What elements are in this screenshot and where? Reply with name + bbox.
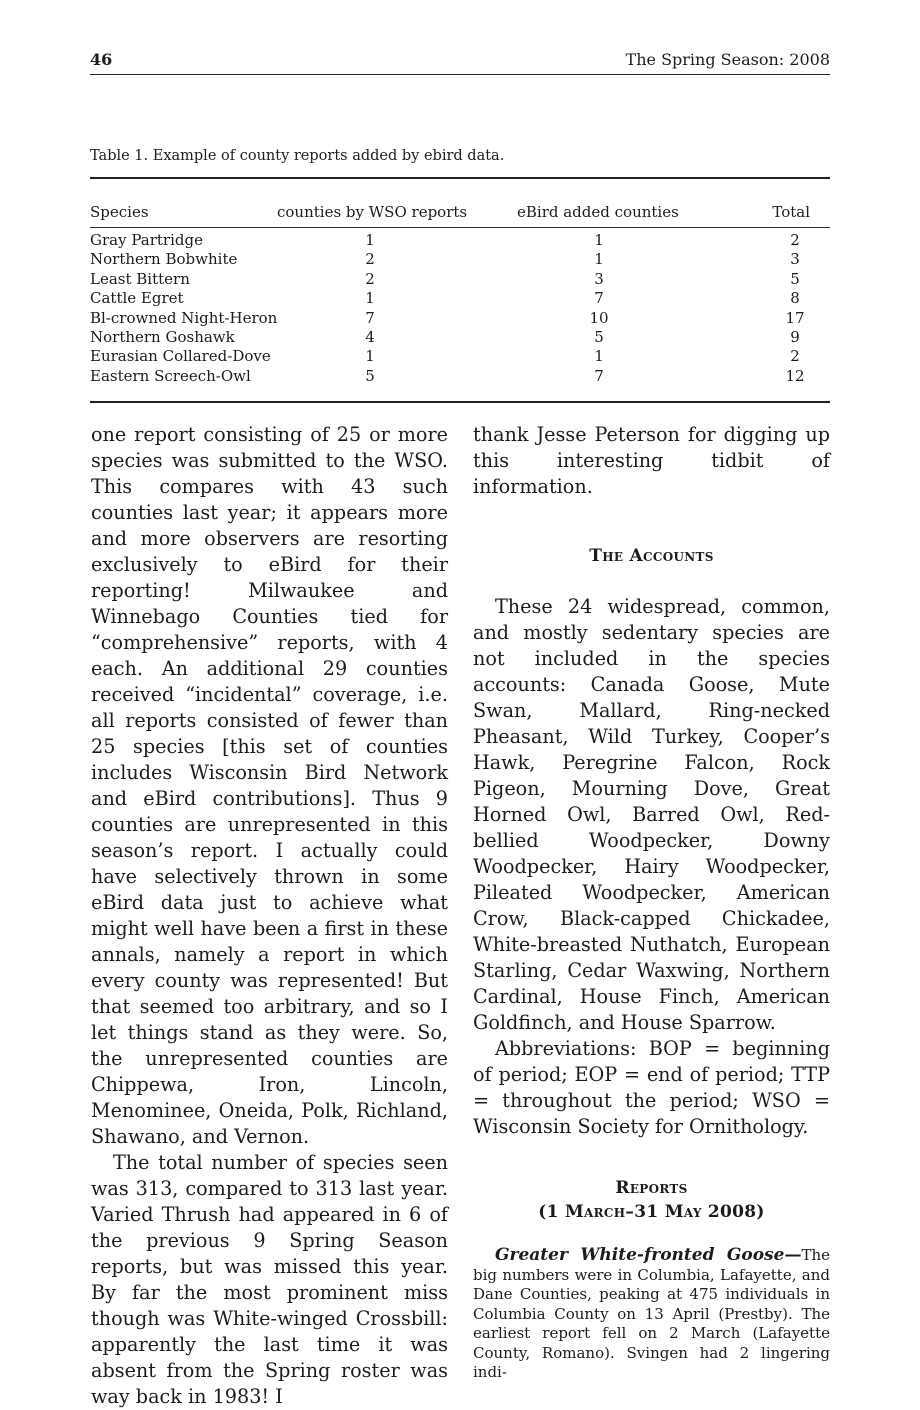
table-body — [90, 231, 830, 386]
running-title: The Spring Season: 2008 — [625, 50, 830, 69]
cell-species: Gray Partridge — [90, 231, 203, 249]
cell-total: 12 — [785, 366, 805, 385]
section-heading-accounts: The Accounts — [589, 546, 714, 566]
cell-wso: 1 — [365, 289, 375, 308]
cell-ebird: 7 — [594, 366, 604, 385]
cell-species: Northern Goshawk — [90, 327, 235, 346]
body-paragraph: thank Jesse Peterson for digging up this interesting tidbit of information. — [473, 423, 830, 498]
cell-total: 3 — [790, 250, 800, 269]
reports-date-range: (1 March–31 May 2008) — [538, 1202, 765, 1222]
running-header — [90, 48, 830, 75]
cell-wso: 1 — [365, 231, 375, 249]
column-header-species: Species — [90, 203, 149, 221]
column-header-wso: counties by WSO reports — [277, 203, 468, 221]
cell-ebird: 7 — [594, 289, 604, 308]
cell-ebird: 10 — [589, 308, 609, 327]
species-dash: — — [784, 1245, 802, 1265]
body-paragraph: These 24 widespread, common, and mostly sedentary species are not included in the species accounts: Canada Goose, Mute Swan, Mallard, Ring-necked Pheasant, Wild Turkey, Cooper’s Hawk, Peregrine Falcon, Rock Pigeon, Mourning Dove, Great Horned Owl, Barred Owl, Red-bellied Woodpecker, Downy Woodpecker, Hairy Woodpecker, Pileated Woodpecker, American Crow, Black-capped Chickadee, White-breasted Nuthatch, European Starling, Cedar Waxwing, Northern Cardinal, House Finch, American Goldfinch, and House Sparrow. — [473, 595, 830, 1034]
cell-wso: 1 — [365, 347, 375, 366]
body-paragraph: Abbreviations: BOP = beginning of period; EOP = end of period; TTP = throughout the period; WSO = Wisconsin Society for Ornithology. — [473, 1037, 830, 1138]
cell-species: Least Bittern — [90, 269, 190, 288]
cell-species: Cattle Egret — [90, 289, 184, 308]
table-row — [90, 309, 830, 328]
cell-ebird: 1 — [594, 250, 604, 269]
cell-total: 8 — [790, 289, 800, 308]
cell-species: Bl-crowned Night-Heron — [90, 308, 278, 327]
section-heading-reports: Reports — [615, 1178, 688, 1198]
cell-total: 2 — [790, 231, 800, 249]
body-paragraph: one report consisting of 25 or more species was submitted to the WSO. This compares with 43 such counties last year; it appears more and more observers are resorting exclusively to eBird for their reporting! Milwaukee and Winnebago Counties tied for “comprehensive” reports, with 4 each. An additional 29 counties received “incidental” coverage, i.e. all reports consisted of fewer than 25 species [this set of counties includes Wisconsin Bird Network and eBird contributions]. Thus 9 counties are unrepresented in this season’s report. I actually could have selectively thrown in some eBird data just to achieve what might well have been a first in these annals, namely a report in which every county was represented! But that seemed too arbitrary, and so I let things stand as they were. So, the unrepresented counties are Chippewa, Iron, Lincoln, Menominee, Oneida, Polk, Richland, Shawano, and Vernon. — [91, 423, 448, 1148]
cell-total: 2 — [790, 347, 800, 366]
cell-total: 17 — [785, 308, 805, 327]
cell-species: Northern Bobwhite — [90, 250, 238, 269]
cell-species: Eurasian Collared-Dove — [90, 347, 271, 366]
cell-total: 9 — [790, 327, 800, 346]
table-header-row — [90, 179, 830, 228]
cell-total: 5 — [790, 269, 800, 288]
cell-ebird: 3 — [594, 269, 604, 288]
column-header-total: Total — [772, 203, 810, 221]
column-header-ebird: eBird added counties — [517, 203, 679, 221]
cell-wso: 5 — [365, 366, 375, 385]
right-column — [473, 422, 830, 1383]
species-name: Greater White-fronted Goose — [495, 1245, 785, 1265]
table-row — [90, 347, 830, 366]
cell-wso: 2 — [365, 269, 375, 288]
left-column — [91, 422, 448, 1410]
species-account-text: The big numbers were in Columbia, Lafayette, and Dane Counties, peaking at 475 individuals in Columbia County on 13 April (Prestby). The earliest report fell on 2 March (Lafayette County, Romano). Svingen had 2 lingering indi- — [473, 1246, 830, 1381]
cell-wso: 2 — [365, 250, 375, 269]
table-row — [90, 328, 830, 347]
page-number: 46 — [90, 50, 113, 69]
table-caption: Table 1. Example of county reports added by ebird data. — [90, 148, 505, 164]
table-row — [90, 231, 830, 250]
species-account — [473, 1246, 830, 1383]
cell-ebird: 1 — [594, 231, 604, 249]
table-row — [90, 250, 830, 269]
cell-species: Eastern Screech-Owl — [90, 366, 251, 385]
table-row — [90, 289, 830, 308]
cell-ebird: 1 — [594, 347, 604, 366]
cell-wso: 7 — [365, 308, 375, 327]
table-row — [90, 270, 830, 289]
table-row — [90, 367, 830, 386]
body-paragraph: The total number of species seen was 313, compared to 313 last year. Varied Thrush had appeared in 6 of the previous 9 Spring Season reports, but was missed this year. By far the most prominent miss though was White-winged Crossbill: apparently the last time it was absent from the Spring roster was way back in 1983! I — [91, 1151, 448, 1408]
cell-ebird: 5 — [594, 327, 604, 346]
cell-wso: 4 — [365, 327, 375, 346]
county-reports-table — [90, 177, 830, 403]
